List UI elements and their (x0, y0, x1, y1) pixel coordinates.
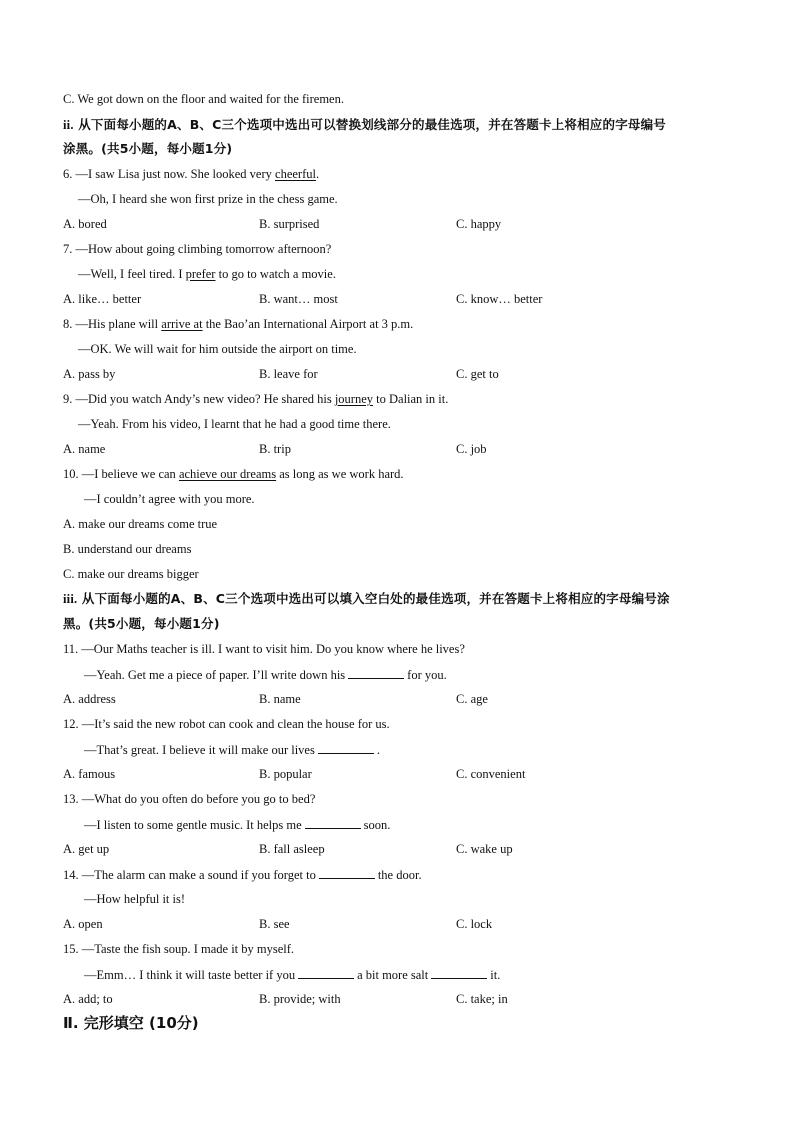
q11-line2 (84, 666, 447, 683)
q11-blank (348, 666, 404, 679)
q15-option-b: B. provide; with (259, 992, 341, 1006)
q10-option-a: A. make our dreams come true (63, 517, 218, 531)
q7-text-b: to go to watch a movie. (215, 267, 336, 281)
section-ii-line1: 从下面每小题的A、B、C三个选项中选出可以替换划线部分的最佳选项，并在答题卡上将相应的字母编号 (78, 117, 667, 132)
q9-text-b: to Dalian in it. (373, 392, 449, 406)
q6-option-a: A. bored (63, 217, 107, 231)
q12-line1: 12. —It’s said the new robot can cook and clean the house for us. (63, 717, 390, 731)
q11-text-a: —Yeah. Get me a piece of paper. I’ll write down his (84, 668, 346, 682)
q10-text-b: as long as we work hard. (276, 467, 404, 481)
q13-option-c: C. wake up (456, 842, 513, 856)
q11-option-b: B. name (259, 692, 301, 706)
q13-line1: 13. —What do you often do before you go to bed? (63, 792, 316, 806)
q12-line2 (84, 741, 380, 758)
q9-underlined: journey (334, 392, 374, 406)
q15-line1: 15. —Taste the fish soup. I made it by myself. (63, 942, 295, 956)
q6-line2: —Oh, I heard she won first prize in the chess game. (78, 192, 338, 206)
q9-line2: —Yeah. From his video, I learnt that he had a good time there. (78, 417, 391, 431)
q14-text-b: the door. (377, 868, 422, 882)
section-ii-line2: 涂黑。(共5小题，每小题1分) (63, 141, 233, 156)
q13-text-a: —I listen to some gentle music. It helps me (84, 818, 302, 832)
q9-option-a: A. name (63, 442, 106, 456)
q6-line1 (63, 166, 319, 182)
section-ii-number: ii. (63, 118, 74, 132)
q11-option-a: A. address (63, 692, 116, 706)
section-iii-line1: 从下面每小题的A、B、C三个选项中选出可以填入空白处的最佳选项，并在答题卡上将相应的字母编号涂 (81, 591, 670, 606)
q9-option-b: B. trip (259, 442, 291, 456)
q15-option-c: C. take; in (456, 992, 508, 1006)
q6-option-b: B. surprised (259, 217, 320, 231)
section-iii-instruction (63, 591, 670, 607)
q8-option-a: A. pass by (63, 367, 116, 381)
q12-text-b: . (376, 743, 380, 757)
q7-option-b: B. want… most (259, 292, 338, 306)
q8-option-b: B. leave for (259, 367, 318, 381)
q9-line1 (63, 391, 448, 407)
q11-line1: 11. —Our Maths teacher is ill. I want to visit him. Do you know where he lives? (63, 642, 465, 656)
q14-option-c: C. lock (456, 917, 493, 931)
section-iii-number: iii. (63, 592, 78, 606)
q8-line1 (63, 316, 413, 332)
q15-line2 (84, 966, 500, 983)
q15-text-a: —Emm… I think it will taste better if you (84, 968, 296, 982)
q6-option-c: C. happy (456, 217, 502, 231)
q10-option-c: C. make our dreams bigger (63, 567, 199, 581)
q14-blank (319, 866, 375, 879)
q10-line2: —I couldn’t agree with you more. (84, 492, 255, 506)
q10-option-b: B. understand our dreams (63, 542, 192, 556)
q10-text-a: 10. —I believe we can (63, 467, 179, 481)
q15-blank-1 (298, 966, 354, 979)
q14-line1 (63, 866, 422, 883)
q8-line2: —OK. We will wait for him outside the airport on time. (78, 342, 357, 356)
q7-underlined: prefer (185, 267, 216, 281)
q12-option-c: C. convenient (456, 767, 526, 781)
q13-blank (305, 816, 361, 829)
q7-line2 (78, 266, 336, 282)
q7-line1: 7. —How about going climbing tomorrow afternoon? (63, 242, 332, 256)
q6-text-a: 6. —I saw Lisa just now. She looked very (63, 167, 276, 181)
q9-text-a: 9. —Did you watch Andy’s new video? He shared his (63, 392, 335, 406)
q14-option-b: B. see (259, 917, 290, 931)
q8-underlined: arrive at (161, 317, 203, 331)
q11-option-c: C. age (456, 692, 488, 706)
part-ii-heading: Ⅱ. 完形填空 (10分) (63, 1014, 199, 1032)
q14-line2: —How helpful it is! (84, 892, 186, 906)
q13-option-a: A. get up (63, 842, 110, 856)
q8-text-a: 8. —His plane will (63, 317, 162, 331)
q6-underlined: cheerful (275, 167, 316, 181)
q15-blank-2 (431, 966, 487, 979)
q15-text-c: it. (490, 968, 501, 982)
q15-text-b: a bit more salt (357, 968, 429, 982)
q13-option-b: B. fall asleep (259, 842, 325, 856)
q14-option-a: A. open (63, 917, 103, 931)
q7-option-a: A. like… better (63, 292, 142, 306)
q9-option-c: C. job (456, 442, 487, 456)
q12-text-a: —That’s great. I believe it will make our lives (84, 743, 315, 757)
q14-text-a: 14. —The alarm can make a sound if you forget to (63, 868, 316, 882)
q10-line1 (63, 466, 404, 482)
q6-text-b: . (315, 167, 320, 181)
q11-text-b: for you. (407, 668, 447, 682)
q7-option-c: C. know… better (456, 292, 543, 306)
section-iii-line2: 黑。(共5小题，每小题1分) (63, 616, 220, 631)
q5-option-c: C. We got down on the floor and waited for the firemen. (63, 92, 344, 106)
section-ii-instruction (63, 117, 666, 133)
q13-text-b: soon. (363, 818, 391, 832)
q8-text-b: the Bao’an International Airport at 3 p.m. (202, 317, 414, 331)
q7-text-a: —Well, I feel tired. I (78, 267, 186, 281)
q8-option-c: C. get to (456, 367, 499, 381)
q12-option-b: B. popular (259, 767, 312, 781)
q15-option-a: A. add; to (63, 992, 113, 1006)
q12-option-a: A. famous (63, 767, 116, 781)
q10-underlined: achieve our dreams (178, 467, 277, 481)
q12-blank (318, 741, 374, 754)
q13-line2 (84, 816, 390, 833)
